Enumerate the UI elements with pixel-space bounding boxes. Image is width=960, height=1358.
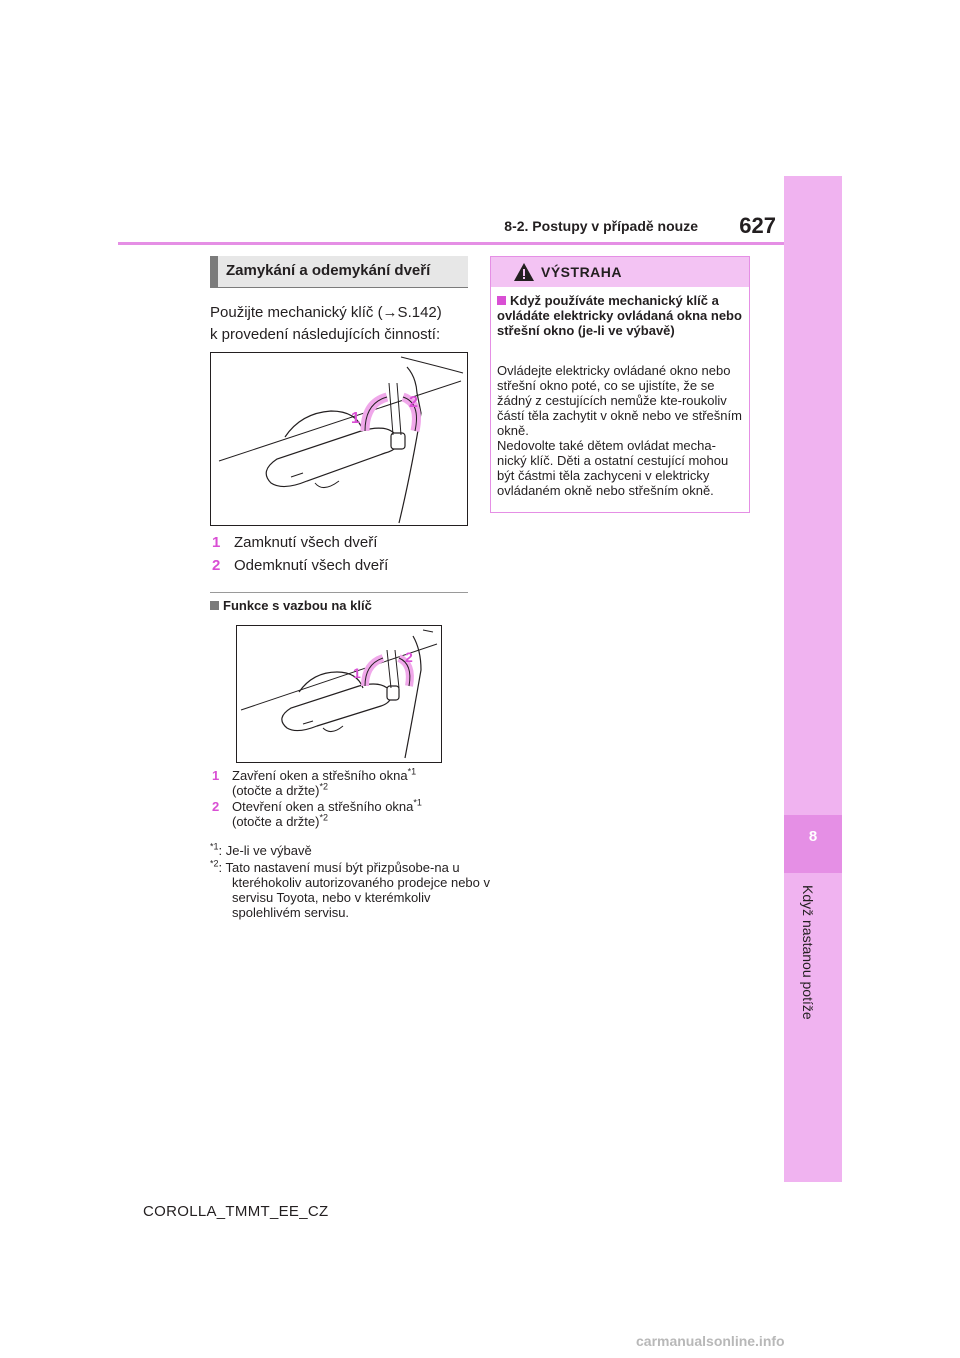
chapter-title: Když nastanou potíže <box>800 885 816 1020</box>
warning-body-paragraph: Ovládejte elektricky ovládané okno nebo střešní okno poté, co se ujistíte, že se žádný z cestujících nemůže kte-roukoliv částí těla zachytit v okně nebo ve střešním okně. <box>497 363 742 438</box>
document-code: COROLLA_TMMT_EE_CZ <box>143 1203 329 1220</box>
step-item <box>212 799 462 829</box>
footnote-mark: *1 <box>210 841 219 852</box>
key-linked-drawing <box>237 626 441 762</box>
watermark: carmanualsonline.info <box>636 1333 785 1349</box>
footnote-text: : Je-li ve výbavě <box>218 843 312 858</box>
footnote <box>210 843 470 858</box>
sub-heading <box>210 598 372 613</box>
door-handle-drawing <box>211 353 467 525</box>
section-heading <box>210 256 468 288</box>
step-text: Odemknutí všech dveří <box>234 557 389 574</box>
door-handle-illustration <box>210 352 468 526</box>
warning-body <box>497 363 745 498</box>
step-number: 2 <box>212 799 220 814</box>
section-title: 8-2. Postupy v případě nouze <box>504 218 698 234</box>
intro-line-1: Použijte mechanický klíč (→S.142) <box>210 304 442 321</box>
step-text: Zavření oken a střešního okna <box>232 768 408 783</box>
warning-box <box>490 256 750 513</box>
section-heading-text: Zamykání a odemykání dveří <box>226 262 431 279</box>
footnote <box>210 860 492 920</box>
step-text-line-2: (otočte a držte) <box>232 814 320 829</box>
step-text: Otevření oken a střešního okna <box>232 799 414 814</box>
footnote-ref: *2 <box>319 781 328 792</box>
step-number: 1 <box>212 768 220 783</box>
square-bullet-icon <box>210 601 219 610</box>
footnote-mark: *2 <box>210 858 219 869</box>
step-text: Zamknutí všech dveří <box>234 534 378 551</box>
key-linked-illustration <box>236 625 442 763</box>
footnote-ref: *1 <box>413 797 422 808</box>
warning-triangle-icon <box>513 262 535 282</box>
step-item <box>212 555 388 577</box>
footnote-ref: *1 <box>407 766 417 777</box>
footnote-ref: *2 <box>319 812 328 823</box>
callout-2: 2 <box>409 394 418 411</box>
chapter-number: 8 <box>808 828 818 845</box>
callout-2: 2 <box>405 649 413 665</box>
callout-1: 1 <box>353 665 361 681</box>
footnote-text: : Tato nastavení musí být přizpůsobe-na u kteréhokoliv autorizovaného prodejce nebo v servisu Toyota, nebo v kterémkoliv spolehlivém servisu. <box>218 860 491 920</box>
warning-item-heading-text: Když používáte mechanický klíč a ovládáte elektricky ovládaná okna nebo střešní okno (je-li ve výbavě) <box>497 293 742 338</box>
step-item <box>212 532 377 554</box>
header-rule <box>118 242 784 245</box>
warning-item-heading <box>497 293 743 338</box>
intro-text <box>210 302 470 346</box>
step-item <box>212 768 462 798</box>
square-bullet-icon <box>497 296 506 305</box>
warning-header <box>491 257 749 287</box>
sub-heading-text: Funkce s vazbou na klíč <box>223 598 372 613</box>
page-number: 627 <box>739 213 776 238</box>
step-number: 2 <box>212 557 221 574</box>
step-number: 1 <box>212 534 221 551</box>
warning-title: VÝSTRAHA <box>541 264 623 280</box>
section-divider <box>210 592 468 593</box>
intro-line-2: k provedení následujících činností: <box>210 326 441 343</box>
callout-1: 1 <box>351 410 360 427</box>
step-text-line-2: (otočte a držte) <box>232 783 320 798</box>
warning-body-paragraph: Nedovolte také dětem ovládat mecha-nický klíč. Děti a ostatní cestující mohou být částmi těla zachyceni v elektricky ovládaném okně nebo střešním okně. <box>497 438 729 498</box>
